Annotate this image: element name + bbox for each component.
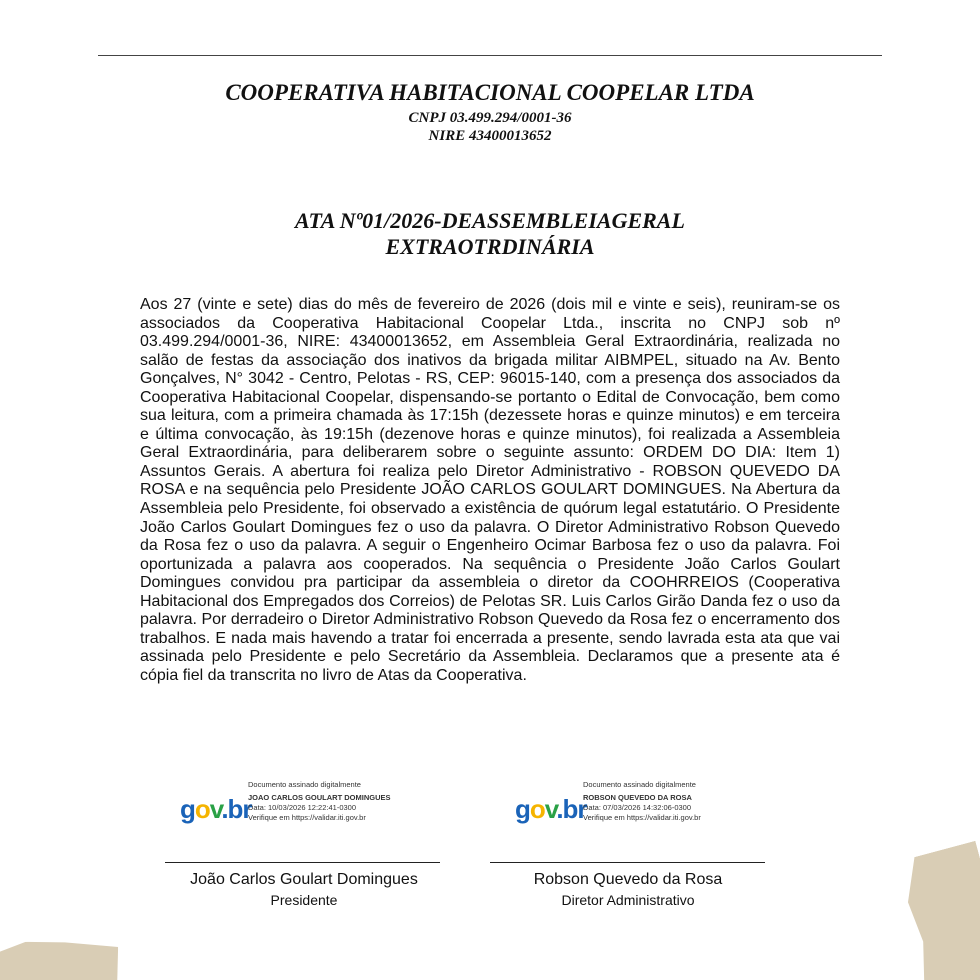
- govbr-logo: gov.br: [515, 794, 587, 824]
- minutes-body: Aos 27 (vinte e sete) dias do mês de fevereiro de 2026 (dois mil e vinte e seis), reuniram-se os associados da Cooperativa Habitacional Coopelar Ltda., inscrita no CNPJ sob nº 03.499.294/0001-36, NIRE: 43400013652, em Assembleia Geral Extraordinária, realizada no salão de festas da associação dos inativos da brigada militar AIBMPEL, situado na Av. Bento Gonçalves, N° 3042 - Centro, Pelotas - RS, CEP: 96015-140, com a presença dos associados da Cooperativa Habitacional Coopelar, dispensando-se portanto o Edital de Convocação, bem como sua leitura, com a primeira chamada às 17:15h (dezessete horas e quinze minutos) e em terceira e última convocação, às 19:15h (dezenove horas e quinze minutos), foi realizada a Assembleia Geral Extraordinária, para deliberarem sobre o seguinte assunto: ORDEM DO DIA: Item 1) Assuntos Gerais. A abertura foi realiza pelo Diretor Administrativo - ROBSON QUEVEDO DA ROSA e na sequência pelo Presidente JOÃO CARLOS GOULART DOMINGUES. Na Abertura da Assembleia pelo Presidente, foi observado a existência de quórum legal estatutário. O Presidente João Carlos Goulart Domingues fez o uso da palavra. O Diretor Administrativo Robson Quevedo da Rosa fez o uso da palavra. A seguir o Engenheiro Ocimar Barbosa fez o uso da palavra. Foi oportunizada a palavra aos cooperados. Na sequência o Presidente João Carlos Goulart Domingues convidou pra participar da assembleia o diretor da COOHRREIOS (Cooperativa Habitacional dos Empregados dos Correios) de Pelotas SR. Luis Carlos Girão Danda fez o uso da palavra. Por derradeiro o Diretor Administrativo Robson Quevedo da Rosa fez o encerramento dos trabalhos. E nada mais havendo a tratar foi encerrada a presente, sendo lavrada esta ata que vai assinada pelo Presidente e pelo Secretário da Assembleia. Declaramos que a presente ata é cópia fiel da transcrita no livro de Atas da Cooperativa.: [140, 296, 840, 684]
- signer-role: Diretor Administrativo: [561, 892, 695, 908]
- govbr-logo: gov.br: [180, 794, 252, 824]
- stamp-signer: JOAO CARLOS GOULART DOMINGUES: [248, 793, 391, 802]
- signature-line: [490, 862, 765, 863]
- company-nire: NIRE 43400013652: [428, 128, 552, 144]
- stamp-signer: ROBSON QUEVEDO DA ROSA: [583, 793, 692, 802]
- stamp-verify-link[interactable]: Verifique em https://validar.iti.gov.br: [248, 813, 366, 822]
- stamp-label: Documento assinado digitalmente: [248, 780, 361, 789]
- title-line-2: EXTRAOTRDINÁRIA: [385, 234, 595, 259]
- stamp-verify-link[interactable]: Verifique em https://validar.iti.gov.br: [583, 813, 701, 822]
- stamp-date: Data: 07/03/2026 14:32:06-0300: [583, 803, 692, 812]
- document-title: [240, 208, 740, 260]
- signer-name: João Carlos Goulart Domingues: [190, 871, 418, 888]
- title-line-1: ATA Nº01/2026-DEASSEMBLEIAGERAL: [295, 208, 685, 233]
- signer-name: Robson Quevedo da Rosa: [533, 871, 723, 888]
- company-name: COOPERATIVA HABITACIONAL COOPELAR LTDA: [225, 80, 755, 105]
- stamp-label: Documento assinado digitalmente: [583, 780, 696, 789]
- top-divider: [98, 55, 882, 56]
- signer-role: Presidente: [270, 892, 338, 908]
- torn-paper-decoration: [888, 841, 980, 980]
- signature-line: [165, 862, 440, 863]
- company-cnpj: CNPJ 03.499.294/0001-36: [408, 110, 572, 126]
- torn-paper-decoration: [0, 926, 124, 980]
- stamp-date: Data: 10/03/2026 12:22:41-0300: [248, 803, 357, 812]
